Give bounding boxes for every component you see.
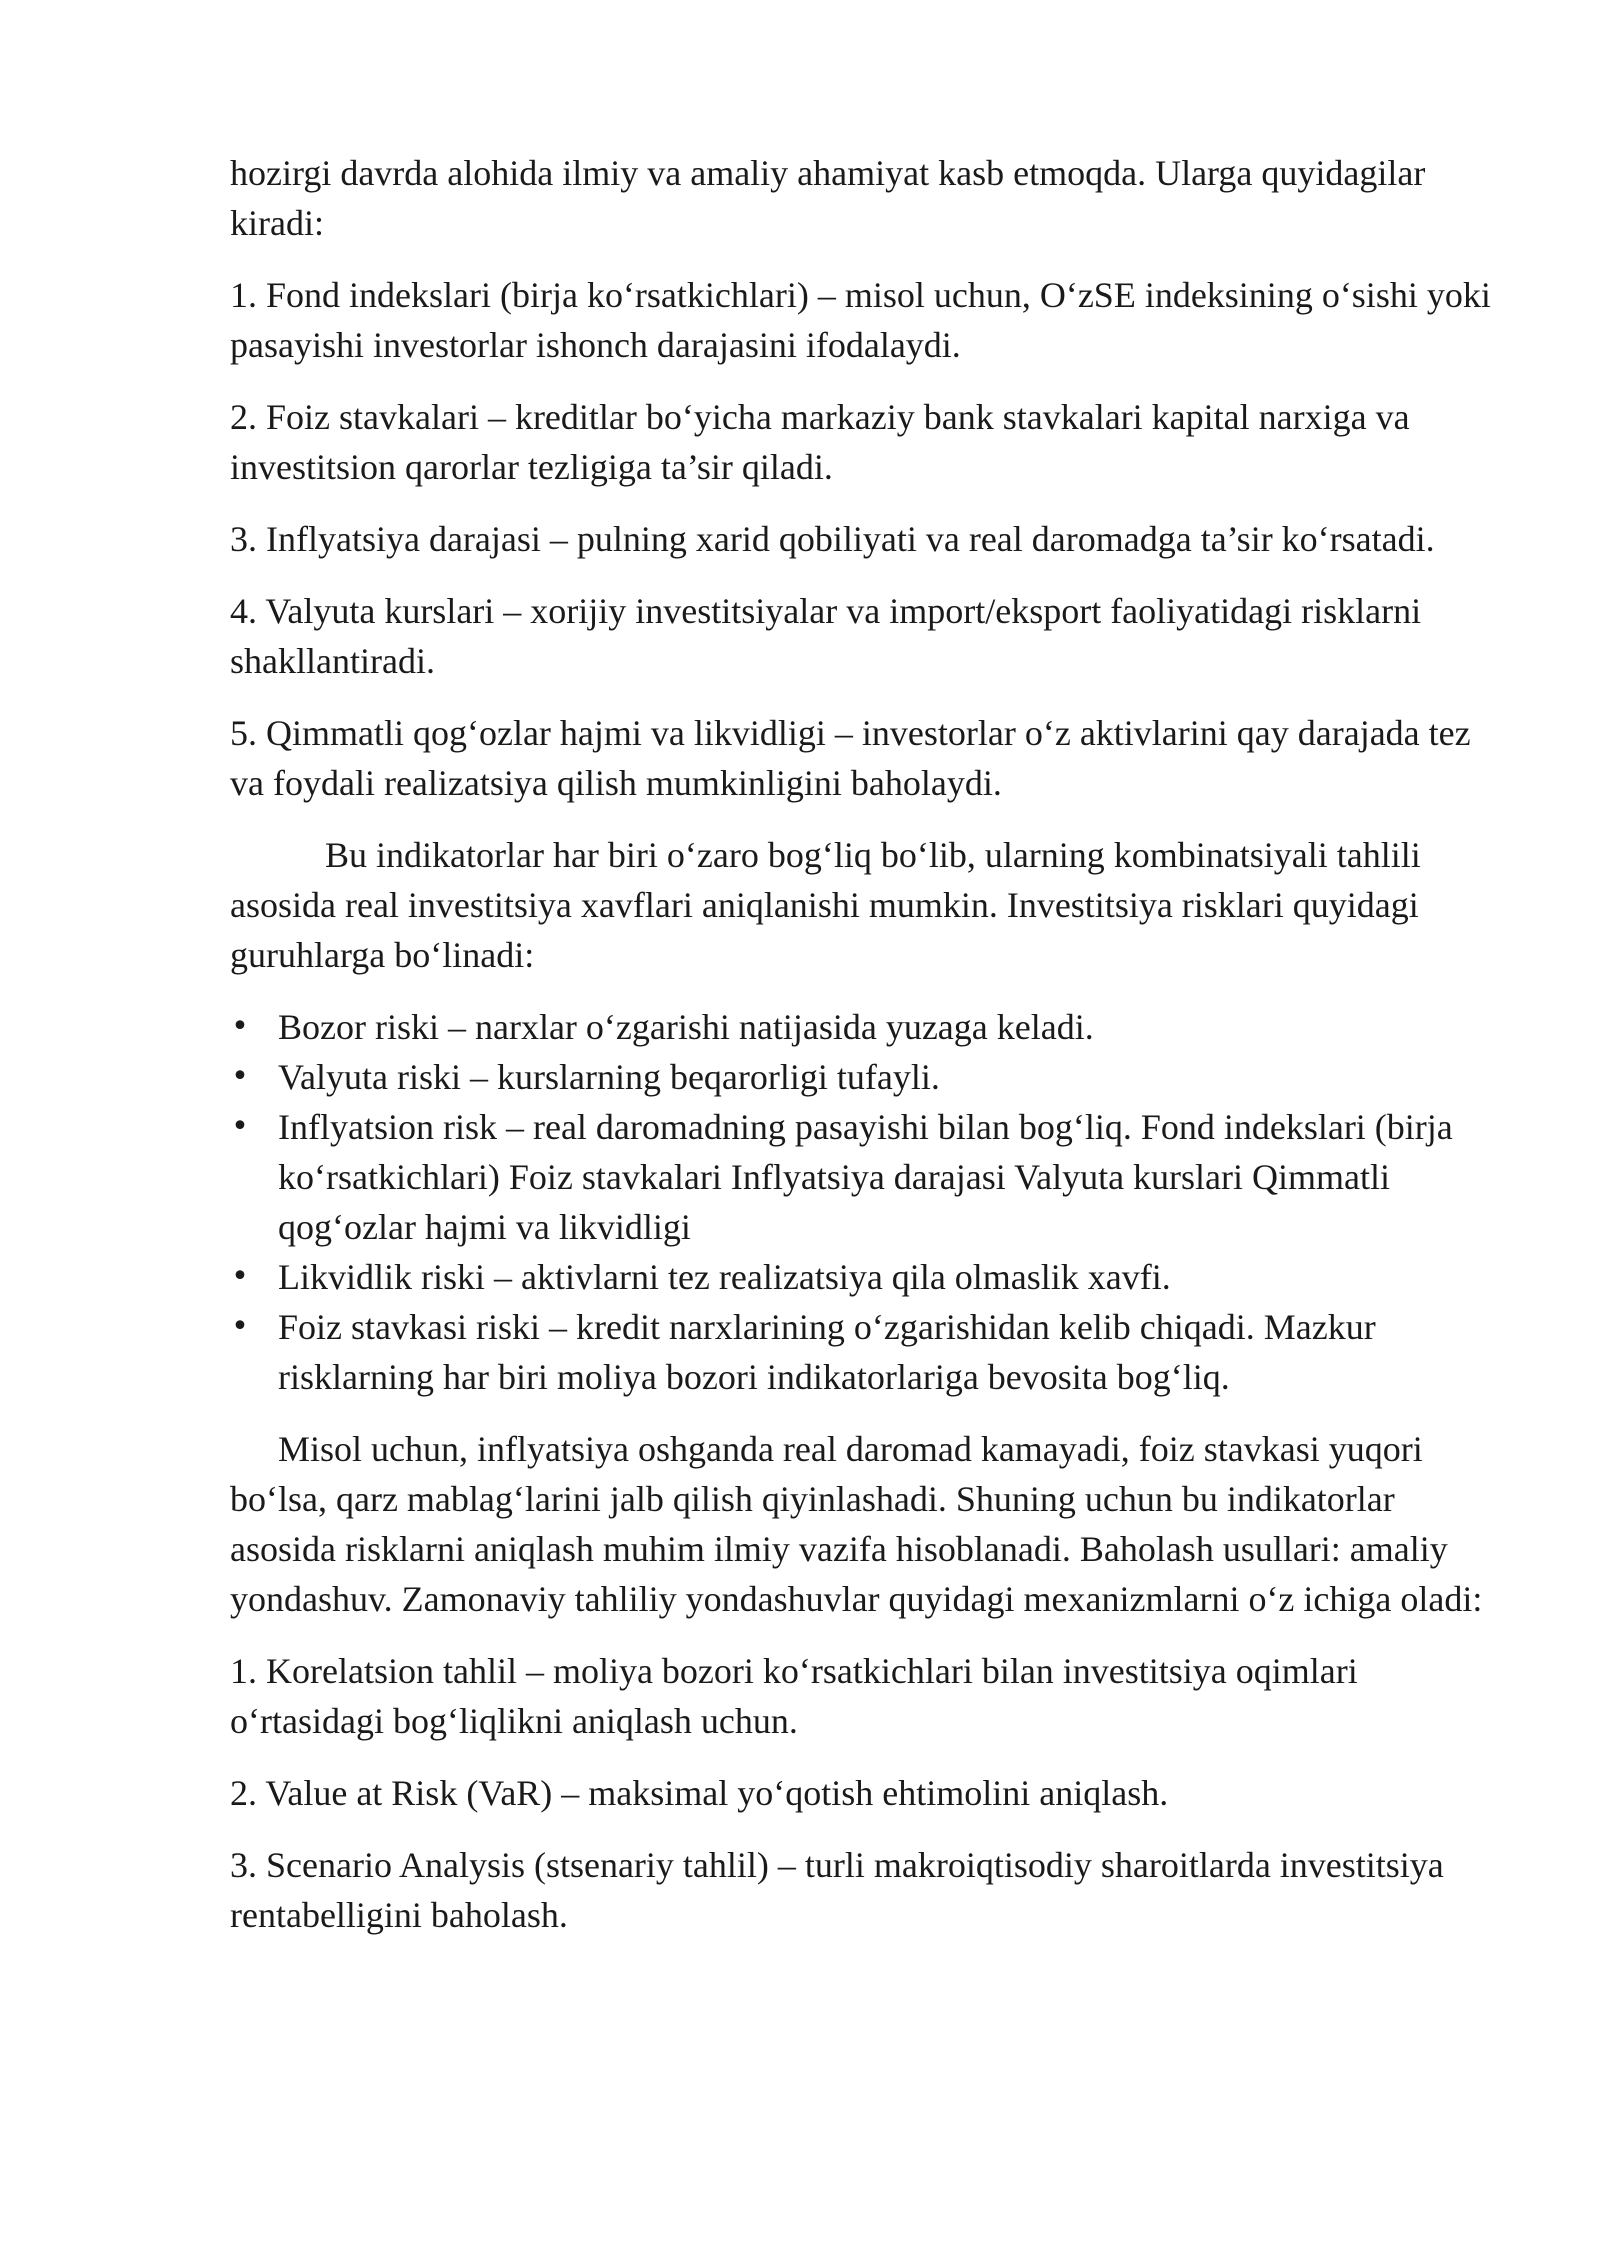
bullet-icon: • [231,1009,249,1044]
indicator-item-1: 1. Fond indekslari (birja ko‘rsatkichlari) – misol uchun, O‘zSE indeksining o‘sishi yoki pasayishi investorlar ishonch darajasini ifodalaydi. [230,275,1491,365]
method-item-2: 2. Value at Risk (VaR) – maksimal yo‘qotish ehtimolini aniqlash. [230,1773,1169,1813]
list-item [230,1102,1498,1252]
bullet-icon: • [231,1059,249,1094]
example-paragraph: Misol uchun, inflyatsiya oshganda real daromad kamayadi, foiz stavkasi yuqori bo‘lsa, qarz mablag‘larini jalb qilish qiyinlashadi. Shuning uchun bu indikatorlar asosida risklarni aniqlash muhim ilmiy vazifa hisoblanadi. Baholash usullari: amaliy yondashuv. Zamonaviy tahliliy yondashuvlar quyidagi mexanizmlarni o‘z ichiga oladi: [230,1429,1483,1619]
indicator-item-5: 5. Qimmatli qog‘ozlar hajmi va likvidligi – investorlar o‘z aktivlarini qay darajada tez va foydali realizatsiya qilish mumkinligini baholaydi. [230,713,1471,803]
risk-list [230,1002,1498,1402]
list-item [230,1252,1498,1302]
list-item-text: Valyuta riski – kurslarning beqarorligi tufayli. [278,1057,940,1097]
indicator-item-3: 3. Inflyatsiya darajasi – pulning xarid qobiliyati va real daromadga ta’sir ko‘rsatadi. [230,519,1435,559]
list-item [230,1052,1498,1102]
list-item-text: Foiz stavkasi riski – kredit narxlarining o‘zgarishidan kelib chiqadi. Mazkur risklarning har biri moliya bozori indikatorlariga bevosita bog‘liq. [278,1307,1376,1397]
list-item-text: Bozor riski – narxlar o‘zgarishi natijasida yuzaga keladi. [278,1007,1094,1047]
list-item-text: Inflyatsion risk – real daromadning pasayishi bilan bog‘liq. Fond indekslari (birja ko‘rsatkichlari) Foiz stavkalari Inflyatsiya darajasi Valyuta kurslari Qimmatli qog‘ozlar hajmi va likvidligi [278,1107,1453,1247]
bullet-icon: • [231,1309,249,1344]
indicator-item-4: 4. Valyuta kurslari – xorijiy investitsiyalar va import/eksport faoliyatidagi risklarni shakllantiradi. [230,591,1422,681]
risk-groups-paragraph: Bu indikatorlar har biri o‘zaro bog‘liq bo‘lib, ularning kombinatsiyali tahlili asosida real investitsiya xavflari aniqlanishi mumkin. Investitsiya risklari quyidagi guruhlarga bo‘linadi: [230,835,1421,975]
list-item [230,1002,1498,1052]
indicator-item-2: 2. Foiz stavkalari – kreditlar bo‘yicha markaziy bank stavkalari kapital narxiga va investitsion qarorlar tezligiga ta’sir qiladi. [230,397,1410,487]
bullet-icon: • [231,1259,249,1294]
list-item [230,1302,1498,1402]
document-page [230,148,1498,1962]
bullet-icon: • [231,1109,249,1144]
list-item-text: Likvidlik riski – aktivlarni tez realizatsiya qila olmaslik xavfi. [278,1257,1171,1297]
method-item-3: 3. Scenario Analysis (stsenariy tahlil) – turli makroiqtisodiy sharoitlarda investitsiya rentabelligini baholash. [230,1845,1444,1935]
intro-paragraph: hozirgi davrda alohida ilmiy va amaliy ahamiyat kasb etmoqda. Ularga quyidagilar kiradi: [230,153,1426,243]
method-item-1: 1. Korelatsion tahlil – moliya bozori ko‘rsatkichlari bilan investitsiya oqimlari o‘rtasidagi bog‘liqlikni aniqlash uchun. [230,1651,1358,1741]
